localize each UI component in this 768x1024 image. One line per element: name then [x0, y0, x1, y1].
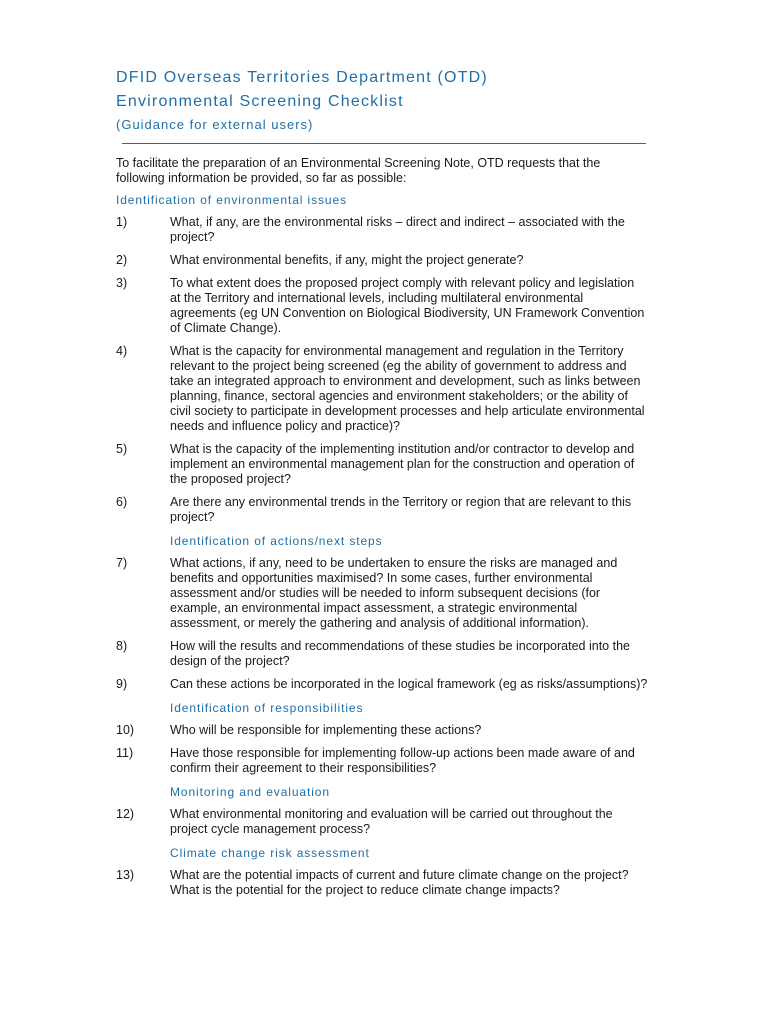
item-number: 3) — [116, 276, 128, 290]
item-number: 8) — [116, 639, 128, 653]
item-number: 13) — [116, 868, 135, 882]
title-line-1: DFID Overseas Territories Department (OTD) — [116, 69, 488, 86]
section-heading-climate-change: Climate change risk assessment — [170, 846, 370, 860]
list-item — [116, 746, 648, 776]
section-heading-actions-next-steps: Identification of actions/next steps — [170, 534, 383, 548]
list-item — [116, 344, 648, 434]
item-text: What environmental monitoring and evaluation will be carried out throughout the project cycle management process? — [170, 807, 613, 836]
item-text: Are there any environmental trends in the Territory or region that are relevant to this project? — [170, 495, 632, 524]
list-item — [116, 442, 648, 487]
list-item — [116, 253, 648, 268]
item-text: To what extent does the proposed project comply with relevant policy and legislation at the Territory and international levels, including multilateral environmental agreements (eg UN Convention on Biological Biodiversity, UN Framework Convention of Climate Change). — [170, 276, 645, 335]
item-text: What is the capacity for environmental management and regulation in the Territory relevant to the project being screened (eg the ability of government to address and take an integrated approach to environment and development, such as links between planning, finance, sectoral agencies and environment stakeholders; or the ability of civil society to participate in development processes and help articulate environmental needs and influence policy and practice)? — [170, 344, 645, 433]
item-text: How will the results and recommendations of these studies be incorporated into the design of the project? — [170, 639, 630, 668]
item-text: What, if any, are the environmental risks – direct and indirect – associated with the project? — [170, 215, 625, 244]
list-item — [116, 677, 648, 692]
item-text: What is the capacity of the implementing institution and/or contractor to develop and implement an environmental management plan for the construction and operation of the proposed project? — [170, 442, 635, 486]
item-number: 2) — [116, 253, 128, 267]
list-item — [116, 723, 648, 738]
title-line-2: Environmental Screening Checklist — [116, 93, 404, 110]
item-text: What are the potential impacts of current and future climate change on the project? What is the potential for the project to reduce climate change impacts? — [170, 868, 629, 897]
item-number: 7) — [116, 556, 128, 570]
list-item — [116, 868, 648, 898]
intro-paragraph: To facilitate the preparation of an Environmental Screening Note, OTD requests that the following information be provided, so far as possible: — [116, 156, 601, 185]
item-number: 1) — [116, 215, 128, 229]
item-number: 11) — [116, 746, 134, 760]
document-subtitle: (Guidance for external users) — [116, 117, 314, 132]
section-heading-environmental-issues: Identification of environmental issues — [116, 193, 347, 207]
item-number: 6) — [116, 495, 128, 509]
list-item — [116, 215, 648, 245]
header-divider — [122, 143, 646, 144]
section-heading-responsibilities: Identification of responsibilities — [170, 701, 364, 715]
list-item — [116, 276, 648, 336]
item-number: 5) — [116, 442, 128, 456]
list-item — [116, 556, 648, 631]
item-text: Can these actions be incorporated in the logical framework (eg as risks/assumptions)? — [170, 677, 648, 691]
item-text: What environmental benefits, if any, might the project generate? — [170, 253, 524, 267]
item-text: What actions, if any, need to be undertaken to ensure the risks are managed and benefits and opportunities maximised? In some cases, further environmental assessment and/or studies will be needed to inform subsequent decisions (for example, an environmental impact assessment, a strategic environmental assessment, or merely the gathering and analysis of additional information). — [170, 556, 618, 630]
item-number: 9) — [116, 677, 128, 691]
item-text: Have those responsible for implementing follow-up actions been made aware of and confirm their agreement to their responsibilities? — [170, 746, 635, 775]
item-number: 4) — [116, 344, 128, 358]
list-item — [116, 807, 648, 837]
document-title — [116, 66, 648, 114]
item-number: 10) — [116, 723, 135, 737]
list-item — [116, 639, 648, 669]
list-item — [116, 495, 648, 525]
section-heading-monitoring-evaluation: Monitoring and evaluation — [170, 785, 330, 799]
document-page — [116, 66, 648, 898]
item-text: Who will be responsible for implementing these actions? — [170, 723, 482, 737]
item-number: 12) — [116, 807, 135, 821]
